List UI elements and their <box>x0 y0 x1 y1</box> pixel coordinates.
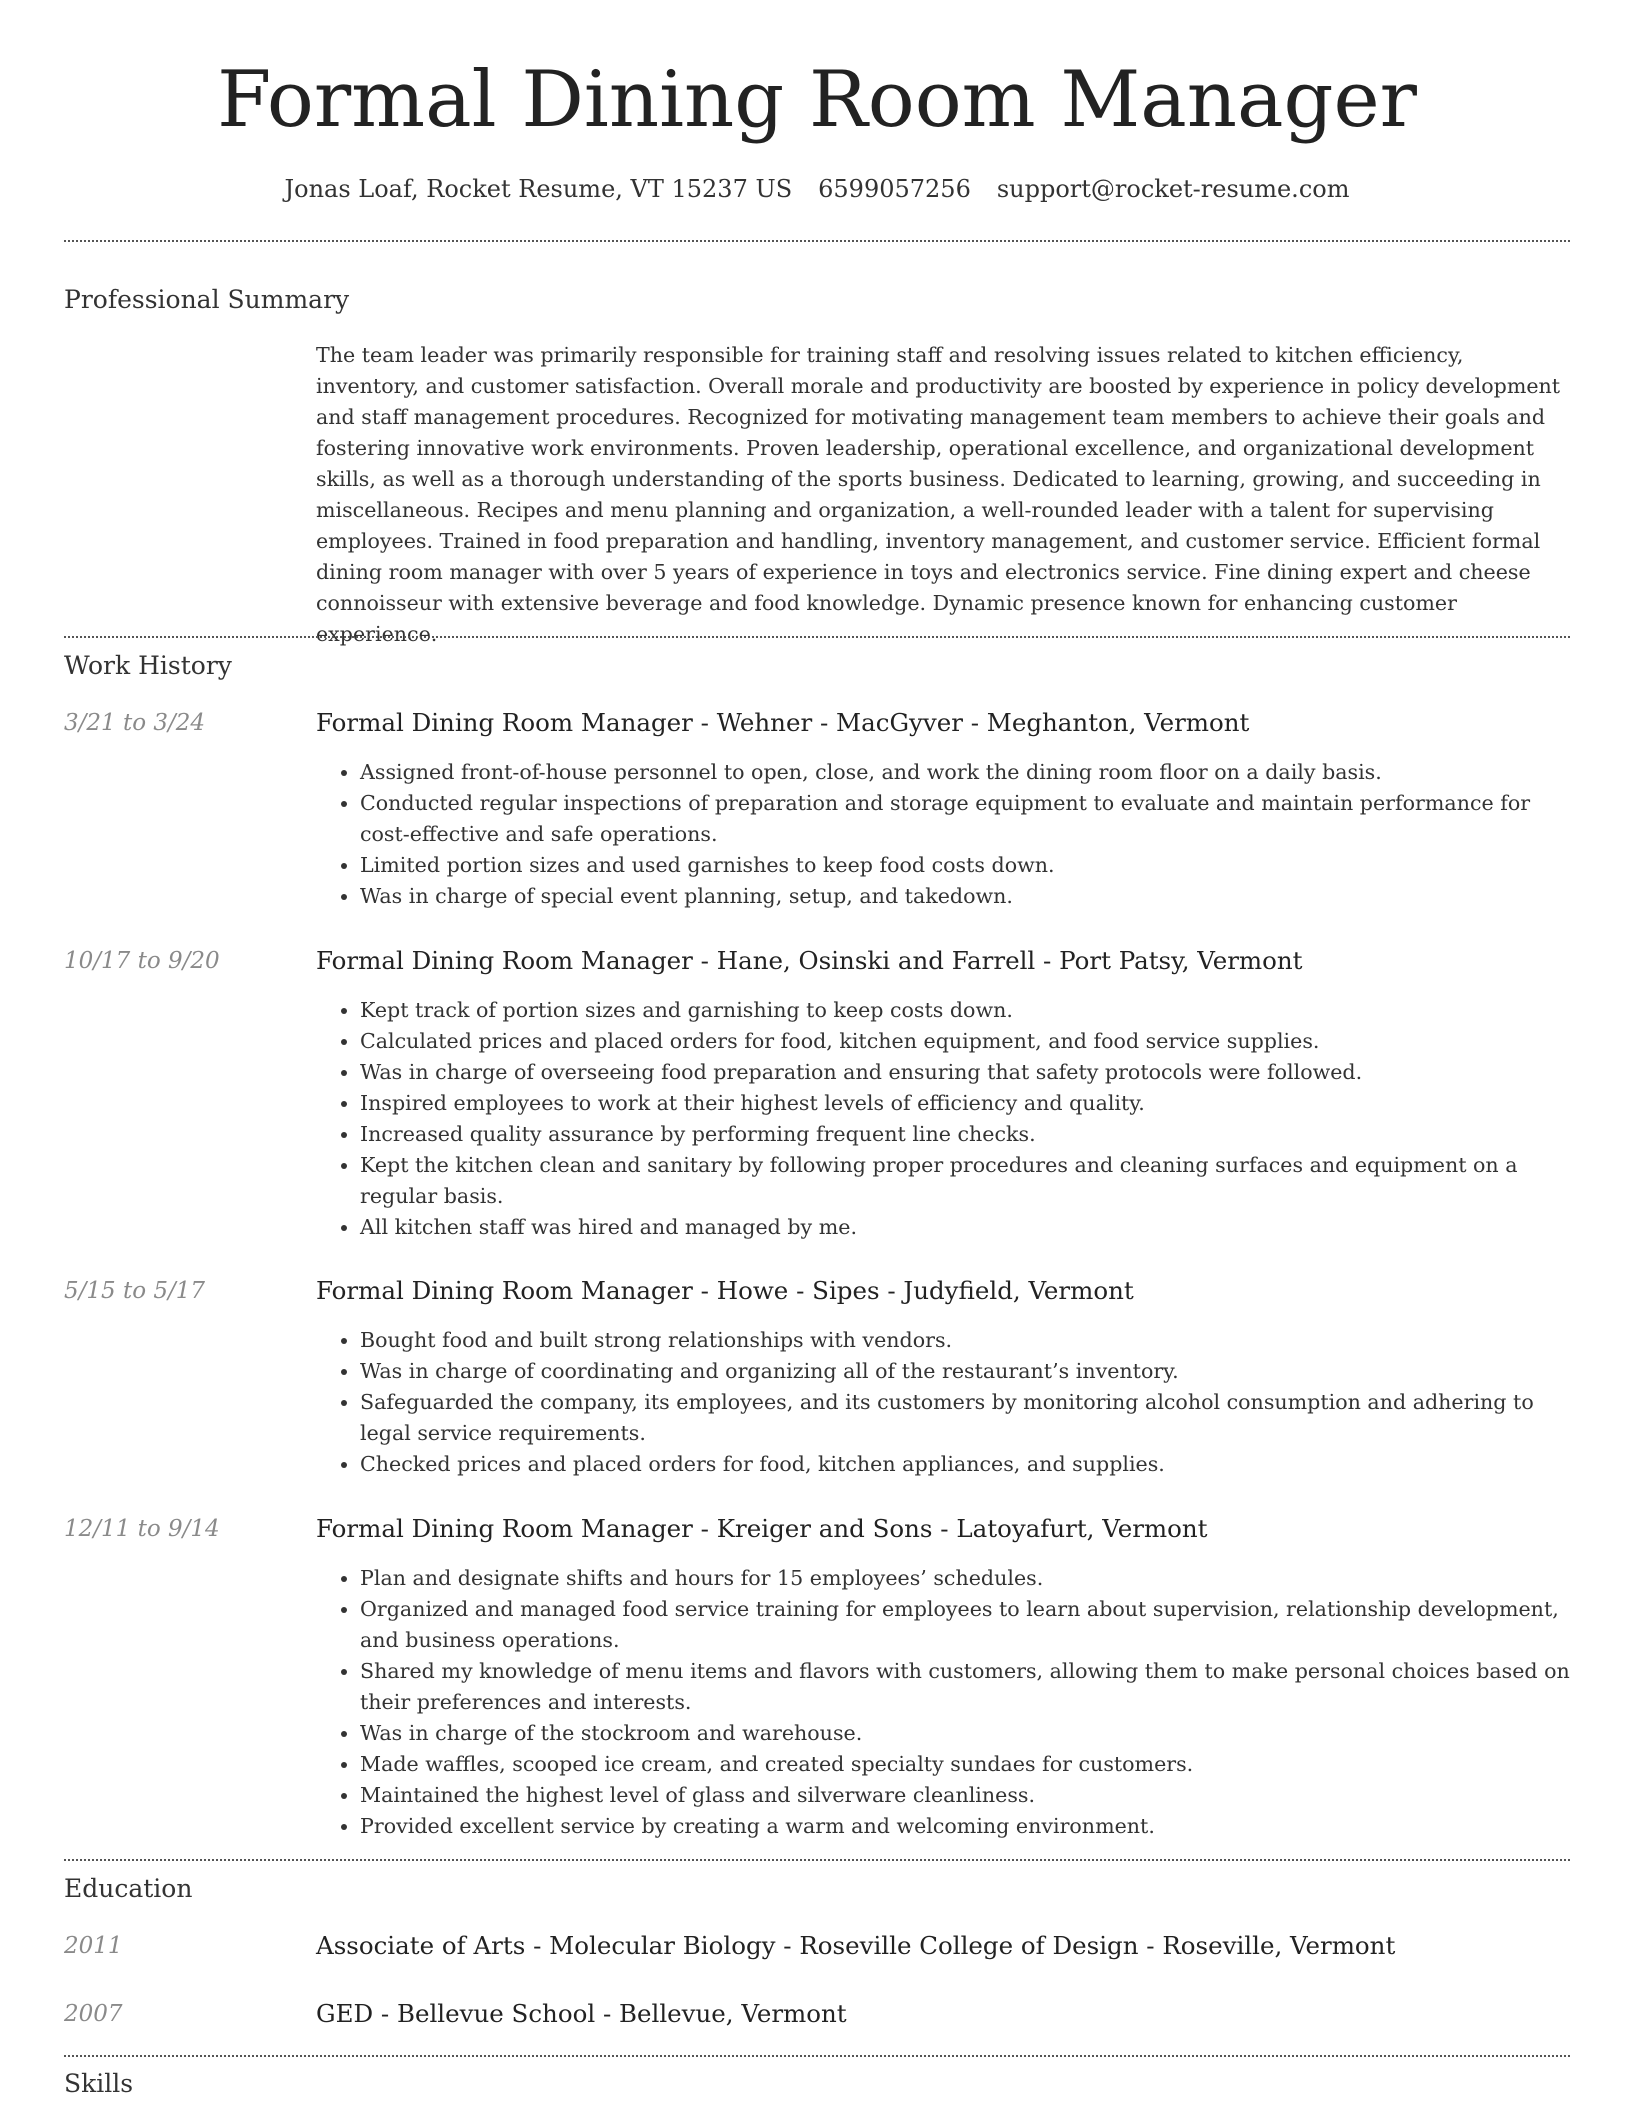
job-bullet-list <box>316 1325 1570 1480</box>
job-bullet: • Conducted regular inspections of preparation and storage equipment to evaluate and maintain performance for cost-effective and safe operations. <box>360 788 1570 850</box>
education-title: Associate of Arts - Molecular Biology - Roseville College of Design - Roseville, Vermont <box>316 1931 1396 1960</box>
contact-address: Jonas Loaf, Rocket Resume, VT 15237 US <box>284 175 793 203</box>
resume-title: Formal Dining Room Manager <box>217 55 1417 145</box>
job-bullet: • Shared my knowledge of menu items and flavors with customers, allowing them to make personal choices based on their preferences and interests. <box>360 1656 1570 1718</box>
job-bullet-list <box>316 1563 1570 1842</box>
divider <box>64 1859 1570 1861</box>
job-bullet: • Maintained the highest level of glass and silverware cleanliness. <box>360 1780 1570 1811</box>
education-year: 2011 <box>64 1933 123 1959</box>
job-title: Formal Dining Room Manager - Wehner - MacGyver - Meghanton, Vermont <box>316 708 1250 737</box>
job-bullet: • Limited portion sizes and used garnishes to keep food costs down. <box>360 850 1570 881</box>
job-bullet: • Assigned front-of-house personnel to open, close, and work the dining room floor on a daily basis. <box>360 757 1570 788</box>
job-bullet: • Kept the kitchen clean and sanitary by following proper procedures and cleaning surfaces and equipment on a regular basis. <box>360 1150 1570 1212</box>
job-bullet-list <box>316 757 1570 912</box>
job-bullet-list <box>316 995 1570 1243</box>
education-year: 2007 <box>64 2001 123 2027</box>
contact-phone: 6599057256 <box>818 175 971 203</box>
divider <box>64 636 1570 638</box>
job-bullet: • All kitchen staff was hired and managed by me. <box>360 1212 1570 1243</box>
divider <box>64 240 1570 242</box>
job-title: Formal Dining Room Manager - Hane, Osinski and Farrell - Port Patsy, Vermont <box>316 946 1303 975</box>
job-bullet: • Calculated prices and placed orders for food, kitchen equipment, and food service supplies. <box>360 1026 1570 1057</box>
section-heading-skills: Skills <box>64 2069 134 2098</box>
job-bullet: • Checked prices and placed orders for food, kitchen appliances, and supplies. <box>360 1449 1570 1480</box>
job-dates: 10/17 to 9/20 <box>64 948 220 974</box>
job-bullet: • Was in charge of coordinating and organizing all of the restaurant’s inventory. <box>360 1356 1570 1387</box>
job-bullet: • Was in charge of special event planning, setup, and takedown. <box>360 881 1570 912</box>
job-title: Formal Dining Room Manager - Howe - Sipes - Judyfield, Vermont <box>316 1276 1134 1305</box>
job-bullet: • Increased quality assurance by performing frequent line checks. <box>360 1119 1570 1150</box>
job-bullet: • Provided excellent service by creating a warm and welcoming environment. <box>360 1811 1570 1842</box>
job-title: Formal Dining Room Manager - Kreiger and Sons - Latoyafurt, Vermont <box>316 1514 1208 1543</box>
job-dates: 5/15 to 5/17 <box>64 1278 206 1304</box>
job-bullet: • Inspired employees to work at their highest levels of efficiency and quality. <box>360 1088 1570 1119</box>
job-bullet: • Kept track of portion sizes and garnishing to keep costs down. <box>360 995 1570 1026</box>
job-bullet: • Bought food and built strong relationships with vendors. <box>360 1325 1570 1356</box>
section-heading-work-history: Work History <box>64 651 232 680</box>
job-dates: 3/21 to 3/24 <box>64 710 206 736</box>
job-dates: 12/11 to 9/14 <box>64 1516 220 1542</box>
divider <box>64 2055 1570 2057</box>
summary-text: The team leader was primarily responsible for training staff and resolving issues related to kitchen efficiency, inventory, and customer satisfaction. Overall morale and productivity are boosted by experience in policy development and staff management procedures. Recognized for motivating management team members to achieve their goals and fostering innovative work environments. Proven leadership, operational excellence, and organizational development skills, as well as a thorough understanding of the sports business. Dedicated to learning, growing, and succeeding in miscellaneous. Recipes and menu planning and organization, a well-rounded leader with a talent for supervising employees. Trained in food preparation and handling, inventory management, and customer service. Efficient formal dining room manager with over 5 years of experience in toys and electronics service. Fine dining expert and cheese connoisseur with extensive beverage and food knowledge. Dynamic presence known for enhancing customer experience. <box>316 343 1561 646</box>
job-bullet: • Was in charge of overseeing food preparation and ensuring that safety protocols were followed. <box>360 1057 1570 1088</box>
education-title: GED - Bellevue School - Bellevue, Vermont <box>316 1999 847 2028</box>
section-heading-summary: Professional Summary <box>64 285 350 314</box>
job-bullet: • Made waffles, scooped ice cream, and created specialty sundaes for customers. <box>360 1749 1570 1780</box>
section-heading-education: Education <box>64 1874 193 1903</box>
contact-line <box>64 172 1570 206</box>
job-bullet: • Safeguarded the company, its employees, and its customers by monitoring alcohol consumption and adhering to legal service requirements. <box>360 1387 1570 1449</box>
contact-email: support@rocket-resume.com <box>996 175 1350 203</box>
job-bullet: • Organized and managed food service training for employees to learn about supervision, relationship development, and business operations. <box>360 1594 1570 1656</box>
job-bullet: • Was in charge of the stockroom and warehouse. <box>360 1718 1570 1749</box>
job-bullet: • Plan and designate shifts and hours for 15 employees’ schedules. <box>360 1563 1570 1594</box>
